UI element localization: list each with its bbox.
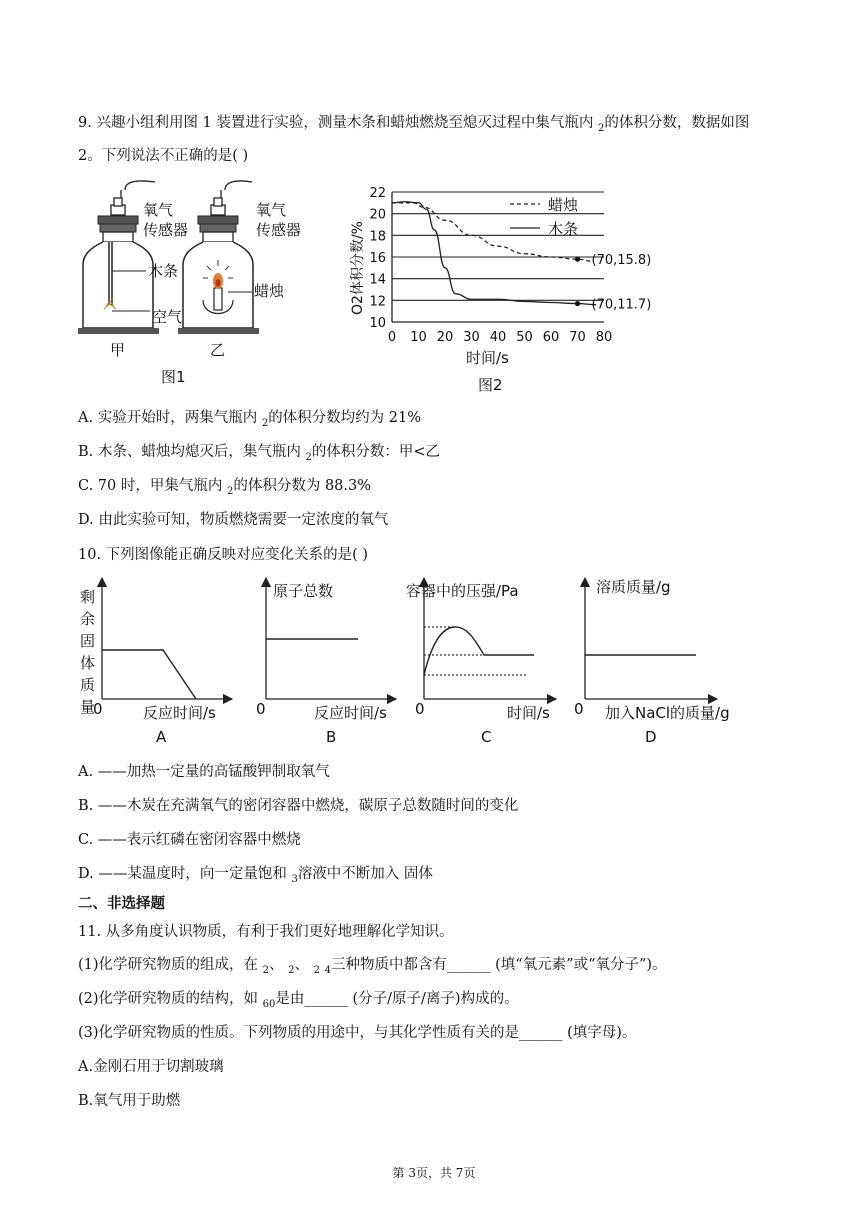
graph-c [406, 582, 552, 746]
bottle-yi [178, 181, 259, 334]
q9-stem-line1: 9. 兴趣小组利用图 1 装置进行实验，测量木条和蜡烛燃烧至熄灭过程中集气瓶内 $_2$的体积分数，数据如图 [78, 115, 750, 134]
graph-b [256, 582, 392, 746]
q9-option-c: C. 70 时，甲集气瓶内 $_2$的体积分数为 88.3% [78, 478, 372, 497]
graph-a-ylabel-1: 剩 [80, 588, 96, 606]
graph-a-ylabel-4: 体 [80, 654, 96, 672]
annotation-point [575, 257, 580, 262]
graph-d [574, 578, 730, 746]
q10-option-d: D. ——某温度时，向一定量饱和 $_3$溶液中不断加入 固体 [78, 866, 433, 885]
x-axis-label: 时间/s [466, 349, 509, 367]
graph-a [80, 582, 228, 746]
x-tick-label: 0 [387, 330, 397, 345]
graph-b-xlabel: 反应时间/s [314, 704, 387, 722]
legend-label: 蜡烛 [548, 196, 579, 214]
q11-part-2: (2)化学研究物质的结构，如 $_{60}$是由______ (分子/原子/离子)构成的。 [78, 991, 519, 1010]
x-tick-label: 80 [595, 330, 613, 345]
graph-c-ylabel: 容器中的压强/Pa [406, 582, 519, 600]
x-tick-label: 10 [410, 330, 427, 345]
graph-d-xlabel: 加入NaCl的质量/g [605, 704, 730, 722]
q11-option-b: B.氧气用于助燃 [78, 1093, 181, 1109]
label-o2-sensor-2a: 氧气 [256, 201, 287, 219]
graph-a-xlabel: 反应时间/s [143, 704, 216, 722]
y-tick-label: 12 [369, 294, 386, 310]
graph-d-ylabel: 溶质质量/g [596, 578, 671, 596]
graph-b-origin: 0 [256, 700, 266, 718]
label-stick: 木条 [148, 262, 179, 280]
annotation-label: (70,11.7) [591, 297, 652, 313]
q9-option-a: A. 实验开始时，两集气瓶内 $_2$的体积分数均约为 21% [78, 410, 422, 429]
y-tick-label: 22 [369, 186, 386, 201]
graph-a-origin: 0 [93, 700, 103, 718]
q9-option-b: B. 木条、蜡烛均熄灭后，集气瓶内 $_2$的体积分数：甲<乙 [78, 444, 441, 463]
figure-1-apparatus [70, 180, 310, 390]
y-tick-label: 20 [369, 207, 386, 223]
q11-option-a: A.金刚石用于切割玻璃 [78, 1059, 224, 1075]
q10-graphs [70, 572, 770, 752]
x-tick-label: 40 [489, 330, 507, 345]
q11-part-3: (3)化学研究物质的性质。下列物质的用途中，与其化学性质有关的是______ (填字母)。 [78, 1025, 637, 1041]
figure-1-caption: 图1 [161, 368, 186, 386]
graph-a-ylabel-3: 固 [80, 632, 96, 650]
q10-option-c: C. ——表示红磷在密闭容器中燃烧 [78, 832, 301, 848]
x-tick-label: 20 [436, 330, 454, 345]
label-jia: 甲 [110, 341, 126, 359]
graph-a-ylabel-6: 量 [80, 698, 96, 716]
graph-d-letter: D [645, 728, 657, 746]
x-tick-label: 60 [542, 330, 560, 345]
figure-2-chart [340, 180, 660, 400]
y-tick-label: 18 [369, 229, 386, 245]
q10-option-b: B. ——木炭在充满氧气的密闭容器中燃烧，碳原子总数随时间的变化 [78, 798, 519, 814]
graph-a-ylabel-5: 质 [80, 676, 96, 694]
graph-d-origin: 0 [574, 700, 584, 718]
series-line-stick [392, 202, 596, 305]
q11-part-1: (1)化学研究物质的组成，在 $_2$、 $_2$、 $_2$ $_4$三种物质中都含有______ (填“氧元素”或“氧分子”)。 [78, 957, 667, 976]
y-axis-label: O2体积分数/% [350, 221, 366, 315]
section-heading: 二、非选择题 [78, 895, 165, 912]
q10-option-a: A. ——加热一定量的高锰酸钾制取氧气 [78, 764, 330, 780]
page-footer: 第 3页，共 7页 [392, 1166, 476, 1180]
graph-a-ylabel-2: 余 [80, 610, 96, 628]
graph-c-letter: C [481, 728, 492, 746]
q10-stem: 10. 下列图像能正确反映对应变化关系的是( ) [78, 547, 369, 563]
x-tick-label: 50 [516, 330, 533, 345]
graph-a-letter: A [156, 728, 167, 746]
q11-stem: 11. 从多角度认识物质，有利于我们更好地理解化学知识。 [78, 924, 454, 940]
label-yi: 乙 [210, 341, 226, 359]
x-tick-label: 30 [463, 330, 480, 345]
q9-stem-line2: 2。下列说法不正确的是( ) [78, 148, 249, 164]
graph-c-xlabel: 时间/s [507, 704, 550, 722]
label-o2-sensor-1b: 传感器 [143, 221, 189, 239]
label-o2-sensor-2b: 传感器 [256, 221, 302, 239]
label-candle: 蜡烛 [254, 282, 285, 300]
x-tick-label: 70 [569, 330, 586, 345]
graph-c-origin: 0 [415, 700, 425, 718]
q9-option-d: D. 由此实验可知，物质燃烧需要一定浓度的氧气 [78, 512, 389, 528]
annotation-point [575, 301, 580, 306]
y-tick-label: 10 [369, 316, 386, 331]
label-o2-sensor-1a: 氧气 [143, 201, 174, 219]
label-air: 空气 [152, 308, 183, 326]
graph-b-ylabel: 原子总数 [273, 582, 334, 600]
figure-2-caption: 图2 [478, 376, 503, 394]
y-tick-label: 14 [369, 272, 386, 288]
legend-label: 木条 [548, 220, 579, 238]
graph-b-letter: B [326, 728, 337, 746]
annotation-label: (70,15.8) [591, 253, 652, 269]
y-tick-label: 16 [369, 251, 386, 266]
